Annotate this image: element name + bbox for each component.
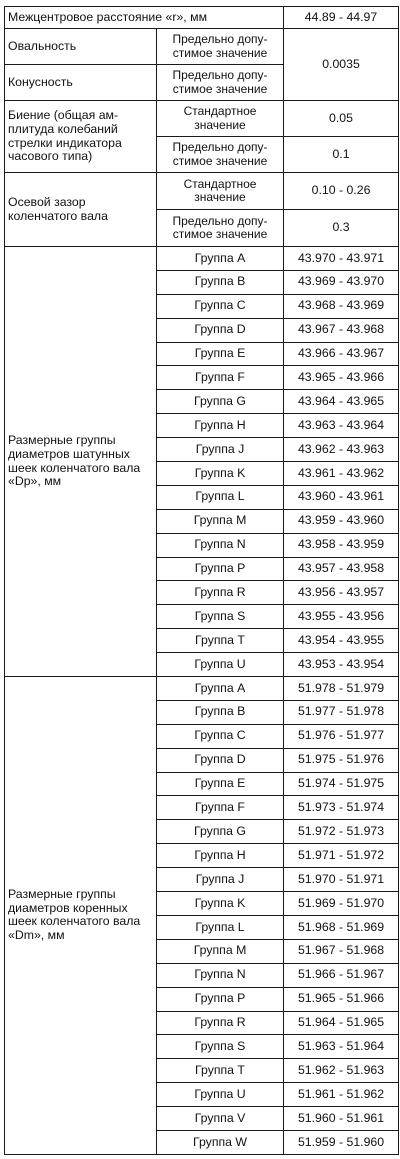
pin-group-name: Группа G	[157, 390, 284, 414]
pin-groups-label: Размерные группы диаметров шатунных шеек коленчатого вала «Dp», мм	[5, 247, 157, 677]
main-group-range: 51.972 - 51.973	[284, 820, 399, 844]
runout-label: Биение (общая ам-плитуда колебаний стрелки индикатора часового типа)	[5, 101, 157, 173]
pin-group-name: Группа U	[157, 653, 284, 677]
main-group-row	[5, 677, 399, 701]
main-group-name: Группа K	[157, 892, 284, 916]
pin-group-range: 43.966 - 43.967	[284, 342, 399, 366]
axial-play-standard-row	[5, 173, 399, 210]
pin-group-range: 43.957 - 43.958	[284, 557, 399, 581]
main-group-name: Группа A	[157, 677, 284, 701]
center-distance-row	[5, 7, 399, 29]
pin-group-name: Группа E	[157, 342, 284, 366]
main-group-range: 51.978 - 51.979	[284, 677, 399, 701]
main-groups-label: Размерные группы диаметров коренных шеек коленчатого вала «Dm», мм	[5, 677, 157, 1155]
pin-group-range: 43.955 - 43.956	[284, 605, 399, 629]
taper-label: Конусность	[5, 65, 157, 101]
main-group-name: Группа N	[157, 963, 284, 987]
pin-group-range: 43.954 - 43.955	[284, 629, 399, 653]
main-group-range: 51.974 - 51.975	[284, 772, 399, 796]
runout-standard-value: 0.05	[284, 101, 399, 137]
main-group-name: Группа R	[157, 1011, 284, 1035]
pin-group-range: 43.965 - 43.966	[284, 366, 399, 390]
pin-group-name: Группа P	[157, 557, 284, 581]
main-group-range: 51.975 - 51.976	[284, 748, 399, 772]
pin-group-range: 43.970 - 43.971	[284, 247, 399, 271]
main-group-name: Группа P	[157, 987, 284, 1011]
main-group-range: 51.971 - 51.972	[284, 844, 399, 868]
pin-group-range: 43.961 - 43.962	[284, 462, 399, 486]
taper-limit-sub: Предельно допу-стимое значение	[157, 65, 284, 101]
pin-group-range: 43.958 - 43.959	[284, 533, 399, 557]
ovality-limit-sub: Предельно допу-стимое значение	[157, 29, 284, 65]
pin-group-range: 43.969 - 43.970	[284, 270, 399, 294]
main-group-name: Группа V	[157, 1107, 284, 1131]
pin-group-range: 43.968 - 43.969	[284, 294, 399, 318]
axial-play-limit-value: 0.3	[284, 210, 399, 247]
main-group-range: 51.970 - 51.971	[284, 868, 399, 892]
main-group-name: Группа G	[157, 820, 284, 844]
main-group-range: 51.960 - 51.961	[284, 1107, 399, 1131]
axial-play-standard-value: 0.10 - 0.26	[284, 173, 399, 210]
pin-group-name: Группа S	[157, 605, 284, 629]
main-group-name: Группа W	[157, 1130, 284, 1154]
axial-play-label: Осевой зазор коленчатого вала	[5, 173, 157, 247]
pin-group-name: Группа F	[157, 366, 284, 390]
main-group-name: Группа L	[157, 915, 284, 939]
pin-group-name: Группа L	[157, 485, 284, 509]
main-group-name: Группа E	[157, 772, 284, 796]
pin-group-name: Группа N	[157, 533, 284, 557]
pin-group-range: 43.953 - 43.954	[284, 653, 399, 677]
main-group-range: 51.963 - 51.964	[284, 1035, 399, 1059]
main-group-name: Группа T	[157, 1059, 284, 1083]
main-group-name: Группа C	[157, 724, 284, 748]
main-group-range: 51.964 - 51.965	[284, 1011, 399, 1035]
pin-group-range: 43.964 - 43.965	[284, 390, 399, 414]
main-group-range: 51.977 - 51.978	[284, 700, 399, 724]
pin-group-name: Группа M	[157, 509, 284, 533]
runout-limit-value: 0.1	[284, 137, 399, 173]
pin-group-range: 43.956 - 43.957	[284, 581, 399, 605]
pin-group-name: Группа T	[157, 629, 284, 653]
main-group-name: Группа H	[157, 844, 284, 868]
main-group-range: 51.976 - 51.977	[284, 724, 399, 748]
pin-group-name: Группа B	[157, 270, 284, 294]
main-group-range: 51.959 - 51.960	[284, 1130, 399, 1154]
center-distance-label: Межцентровое расстояние «r», мм	[5, 7, 284, 29]
pin-group-name: Группа J	[157, 438, 284, 462]
ovality-taper-value: 0.0035	[284, 29, 399, 101]
axial-play-limit-sub: Предельно допу-стимое значение	[157, 210, 284, 247]
main-group-name: Группа M	[157, 939, 284, 963]
ovality-label: Овальность	[5, 29, 157, 65]
main-group-name: Группа F	[157, 796, 284, 820]
pin-group-range: 43.960 - 43.961	[284, 485, 399, 509]
crankshaft-spec-table	[4, 6, 399, 1155]
main-group-range: 51.962 - 51.963	[284, 1059, 399, 1083]
main-group-name: Группа B	[157, 700, 284, 724]
main-group-range: 51.968 - 51.969	[284, 915, 399, 939]
pin-group-name: Группа D	[157, 318, 284, 342]
runout-limit-sub: Предельно допу-стимое значение	[157, 137, 284, 173]
ovality-row	[5, 29, 399, 65]
main-group-name: Группа U	[157, 1083, 284, 1107]
main-group-range: 51.973 - 51.974	[284, 796, 399, 820]
runout-standard-sub: Стандартное значение	[157, 101, 284, 137]
pin-group-range: 43.959 - 43.960	[284, 509, 399, 533]
main-group-name: Группа S	[157, 1035, 284, 1059]
center-distance-value: 44.89 - 44.97	[284, 7, 399, 29]
pin-group-range: 43.963 - 43.964	[284, 414, 399, 438]
main-group-range: 51.965 - 51.966	[284, 987, 399, 1011]
axial-play-standard-sub: Стандартное значение	[157, 173, 284, 210]
pin-group-range: 43.967 - 43.968	[284, 318, 399, 342]
main-group-name: Группа J	[157, 868, 284, 892]
main-group-range: 51.966 - 51.967	[284, 963, 399, 987]
pin-group-name: Группа A	[157, 247, 284, 271]
main-group-range: 51.967 - 51.968	[284, 939, 399, 963]
main-group-range: 51.969 - 51.970	[284, 892, 399, 916]
main-group-range: 51.961 - 51.962	[284, 1083, 399, 1107]
main-group-name: Группа D	[157, 748, 284, 772]
pin-group-name: Группа K	[157, 462, 284, 486]
pin-group-name: Группа H	[157, 414, 284, 438]
pin-group-name: Группа R	[157, 581, 284, 605]
pin-group-row	[5, 247, 399, 271]
pin-group-name: Группа C	[157, 294, 284, 318]
runout-standard-row	[5, 101, 399, 137]
pin-group-range: 43.962 - 43.963	[284, 438, 399, 462]
